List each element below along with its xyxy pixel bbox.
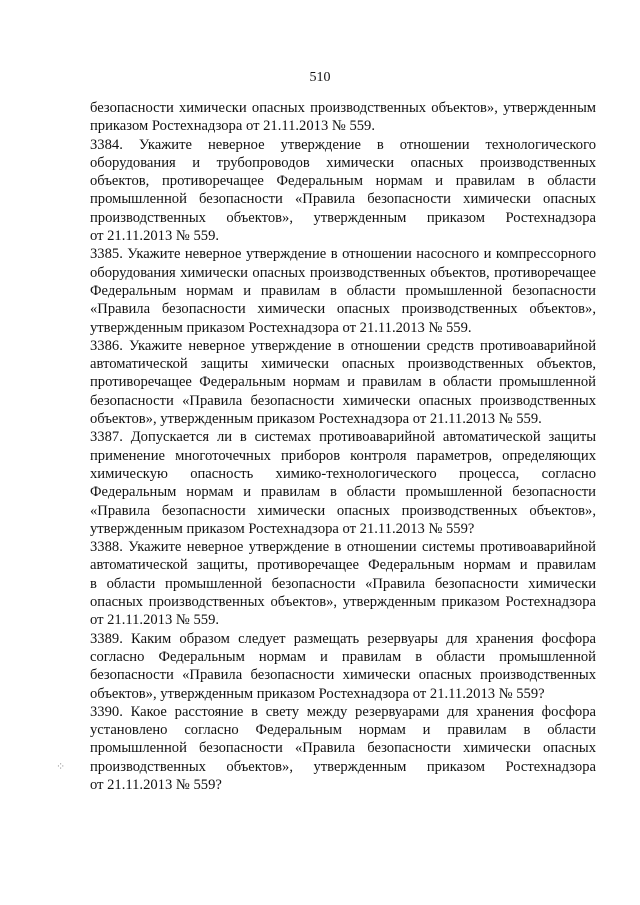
text-line: от 21.11.2013 № 559? [90,776,222,793]
text-line: автоматической защиты, противоречащее Федеральным нормам и правилам [90,557,596,574]
text-line: от 21.11.2013 № 559. [90,612,220,629]
text-line: 3387. Допускается ли в системах противоаварийной автоматической защиты [90,429,596,446]
text-line: утвержденным приказом Ростехнадзора от 21.11.2013 № 559. [90,319,472,336]
scan-artifact-mark: ⁘ [56,761,65,773]
text-line: «Правила безопасности химически опасных производственных объектов», [90,301,596,318]
text-line: промышленной безопасности «Правила безопасности химически опасных [90,740,596,757]
text-line: 3384. Укажите неверное утверждение в отношении технологического [90,136,596,153]
text-line: опасных производственных объектов», утвержденным приказом Ростехнадзора [90,594,596,611]
text-line: противоречащее Федеральным нормам и правилам в области промышленной [90,374,596,391]
document-body [90,99,596,794]
text-line: безопасности химически опасных производственных объектов», утвержденным [90,100,596,116]
text-line: утвержденным приказом Ростехнадзора от 21.11.2013 № 559? [90,520,475,537]
text-line: в области промышленной безопасности «Правила безопасности химически [90,575,596,592]
text-line: производственных объектов», утвержденным приказом Ростехнадзора [90,209,596,226]
text-line: приказом Ростехнадзора от 21.11.2013 № 559. [90,118,376,135]
text-line: объектов, противоречащее Федеральным нормам и правилам в области [90,173,596,190]
text-line: автоматической защиты химически опасных производственных объектов, [90,356,596,373]
text-line: установлено согласно Федеральным нормам и правилам в области [90,722,596,739]
text-line: оборудования и трубопроводов химически опасных производственных [90,154,596,171]
text-line: объектов», утвержденным приказом Ростехнадзора от 21.11.2013 № 559. [90,411,542,428]
text-line: безопасности «Правила безопасности химически опасных производственных [90,392,596,409]
text-line: согласно Федеральным нормам и правилам в области промышленной [90,648,596,665]
page-number: 510 [309,70,331,85]
text-line: оборудования химически опасных производственных объектов, противоречащее [90,264,596,281]
text-line: 3390. Какое расстояние в свету между резервуарами для хранения фосфора [90,703,596,720]
text-line: Федеральным нормам и правилам в области промышленной безопасности [90,282,596,299]
text-line: применение многоточечных приборов контроля параметров, определяющих [90,447,596,464]
text-line: Федеральным нормам и правилам в области промышленной безопасности [90,484,596,501]
text-line: производственных объектов», утвержденным приказом Ростехнадзора [90,758,596,775]
text-line: химическую опасность химико-технологического процесса, согласно [90,465,596,482]
text-line: безопасности «Правила безопасности химически опасных производственных [90,667,596,684]
text-line: 3388. Укажите неверное утверждение в отношении системы противоаварийной [90,539,596,556]
text-line: «Правила безопасности химически опасных производственных объектов», [90,502,596,519]
text-line: объектов», утвержденным приказом Ростехнадзора от 21.11.2013 № 559? [90,685,545,702]
text-line: 3385. Укажите неверное утверждение в отношении насосного и компрессорного [90,246,596,263]
text-line: промышленной безопасности «Правила безопасности химически опасных [90,191,596,208]
text-line: 3386. Укажите неверное утверждение в отношении средств противоаварийной [90,337,596,354]
text-line: 3389. Каким образом следует размещать резервуары для хранения фосфора [90,630,596,647]
text-line: от 21.11.2013 № 559. [90,228,220,245]
